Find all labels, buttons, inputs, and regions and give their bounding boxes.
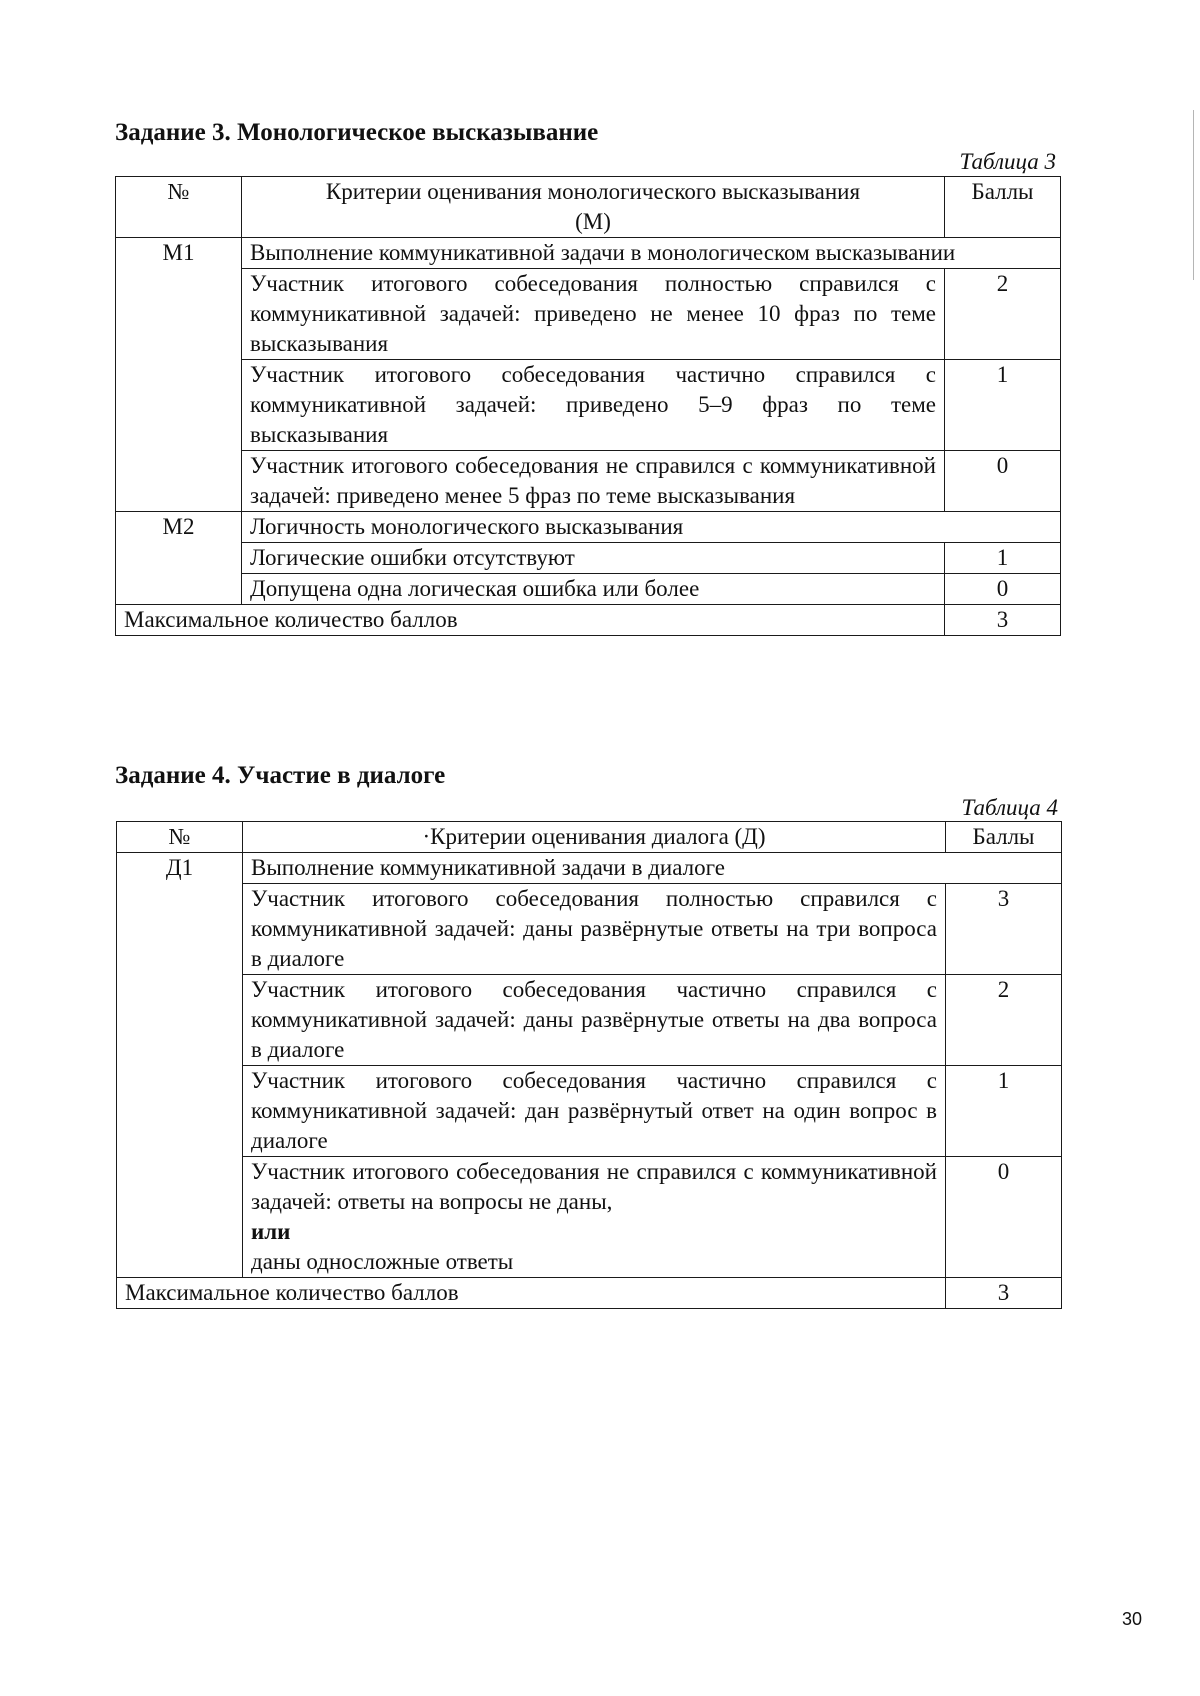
header-score: Баллы: [945, 177, 1061, 238]
criterion-title-m1: Выполнение коммуникативной задачи в монологическом высказывании: [242, 238, 1061, 269]
criterion-title-d1: Выполнение коммуникативной задачи в диалоге: [243, 853, 1062, 884]
table-4-dialogue-criteria: [116, 821, 1062, 1309]
criterion-code-d1: Д1: [117, 853, 243, 1278]
criterion-score: 2: [946, 975, 1062, 1066]
total-row: [117, 1278, 1062, 1309]
task3-title: Задание 3. Монологическое высказывание: [115, 119, 599, 146]
criterion-score: 2: [945, 269, 1061, 360]
table-row: [116, 543, 1061, 574]
criterion-description-multi: [243, 1157, 946, 1278]
group-row-m1: [116, 238, 1061, 269]
criterion-description: Участник итогового собеседования частично справился с коммуникативной задачей: даны развёрнутые ответы на два вопроса в диалоге: [243, 975, 946, 1066]
criterion-score: 3: [946, 884, 1062, 975]
table-row: [116, 574, 1061, 605]
criterion-description: Допущена одна логическая ошибка или более: [242, 574, 945, 605]
task4-title: Задание 4. Участие в диалоге: [115, 762, 446, 789]
criterion-description: Логические ошибки отсутствуют: [242, 543, 945, 574]
header-criteria: Критерии оценивания монологического высказывания (М): [242, 177, 945, 238]
criterion-score: 1: [945, 543, 1061, 574]
group-row-d1: [117, 853, 1062, 884]
criterion-title-m2: Логичность монологического высказывания: [242, 512, 1061, 543]
table-3-monologue-criteria: [115, 176, 1061, 636]
table-row: [116, 451, 1061, 512]
criterion-score: 0: [946, 1157, 1062, 1278]
criterion-score: 0: [945, 451, 1061, 512]
criterion-description-tail: даны односложные ответы: [251, 1249, 514, 1274]
criterion-description: Участник итогового собеседования частично справился с коммуникативной задачей: приведено 5–9 фраз по теме высказывания: [242, 360, 945, 451]
total-label: Максимальное количество баллов: [116, 605, 945, 636]
criterion-code-m2: М2: [116, 512, 242, 605]
table-header-row: [116, 177, 1061, 238]
criterion-connector-or: или: [251, 1219, 291, 1244]
criterion-score: 1: [945, 360, 1061, 451]
criterion-description: Участник итогового собеседования не справился с коммуникативной задачей: ответы на вопросы не даны,: [251, 1159, 937, 1214]
header-num: №: [116, 177, 242, 238]
page-edge-line: [1193, 110, 1194, 280]
table-row: [116, 269, 1061, 360]
criterion-score: 0: [945, 574, 1061, 605]
total-score: 3: [945, 605, 1061, 636]
table-row: [117, 1157, 1062, 1278]
header-num: №: [117, 822, 243, 853]
group-row-m2: [116, 512, 1061, 543]
total-row: [116, 605, 1061, 636]
criterion-description: Участник итогового собеседования частично справился с коммуникативной задачей: дан развёрнутый ответ на один вопрос в диалоге: [243, 1066, 946, 1157]
criterion-description: Участник итогового собеседования полностью справился с коммуникативной задачей: приведено не менее 10 фраз по теме высказывания: [242, 269, 945, 360]
table-row: [117, 884, 1062, 975]
criterion-score: 1: [946, 1066, 1062, 1157]
criterion-code-m1: М1: [116, 238, 242, 512]
table-header-row: [117, 822, 1062, 853]
page-number: 30: [1122, 1609, 1143, 1629]
table-row: [117, 975, 1062, 1066]
header-score: Баллы: [946, 822, 1062, 853]
table-row: [116, 360, 1061, 451]
criterion-description: Участник итогового собеседования не справился с коммуникативной задачей: приведено менее 5 фраз по теме высказывания: [242, 451, 945, 512]
table3-caption: Таблица 3: [959, 149, 1056, 174]
table4-caption: Таблица 4: [961, 795, 1058, 820]
criterion-description: Участник итогового собеседования полностью справился с коммуникативной задачей: даны развёрнутые ответы на три вопроса в диалоге: [243, 884, 946, 975]
header-criteria: ·Критерии оценивания диалога (Д): [243, 822, 946, 853]
total-label: Максимальное количество баллов: [117, 1278, 946, 1309]
total-score: 3: [946, 1278, 1062, 1309]
table-row: [117, 1066, 1062, 1157]
